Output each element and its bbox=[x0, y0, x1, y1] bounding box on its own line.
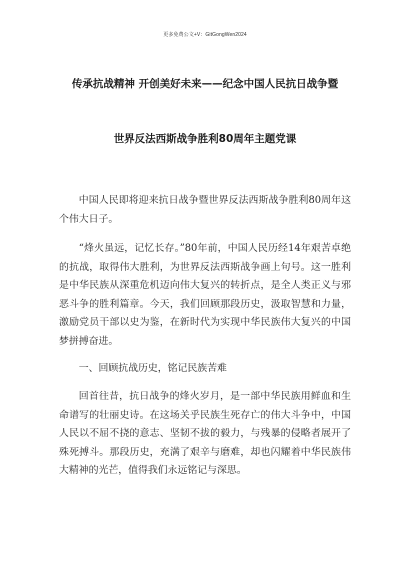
section-heading: 一、回顾抗战历史，铭记民族苦难 bbox=[78, 363, 227, 374]
section-heading-block bbox=[59, 360, 351, 379]
document-title-line-2: 世界反法西斯战争胜利80周年主题党课 bbox=[113, 133, 297, 145]
body-paragraph: 回首往昔，抗日战争的烽火岁月，是一部中华民族用鲜血和生命谱写的壮丽史诗。在这场关乎民族生死存亡的伟大斗争中，中国人民以不屈不挠的意志、坚韧不拔的毅力，与残暴的侵略者展开了殊死搏斗。那段历史，充满了艰辛与磨难，却也闪耀着中华民族伟大精神的光芒，值得我们永远铭记与深思。 bbox=[59, 391, 351, 477]
body-paragraph-2-block bbox=[59, 240, 351, 352]
body-paragraph: 中国人民即将迎来抗日战争暨世界反法西斯战争胜利80周年这个伟大日子。 bbox=[59, 195, 351, 225]
header-note: 更多免费公文+V：GitGongWen2024 bbox=[163, 32, 247, 38]
body-paragraph: “烽火虽远，记忆长存。”80年前，中国人民历经14年艰苦卓绝的抗战，取得伟大胜利，为世界反法西斯战争画上句号。这一胜利是中华民族从深重危机迈向伟大复兴的转折点，是全人类正义与邪恶斗争的胜利篇章。今天，我们回顾那段历史，汲取智慧和力量，激励党员干部以史为鉴，在新时代为实现中华民族伟大复兴的中国梦拼搏奋进。 bbox=[59, 243, 351, 347]
body-paragraph-3-block bbox=[59, 388, 351, 481]
body-paragraph-1-block bbox=[59, 192, 351, 229]
document-title-line-1: 传承抗战精神 开创美好未来——纪念中国人民抗日战争暨 bbox=[71, 78, 339, 90]
